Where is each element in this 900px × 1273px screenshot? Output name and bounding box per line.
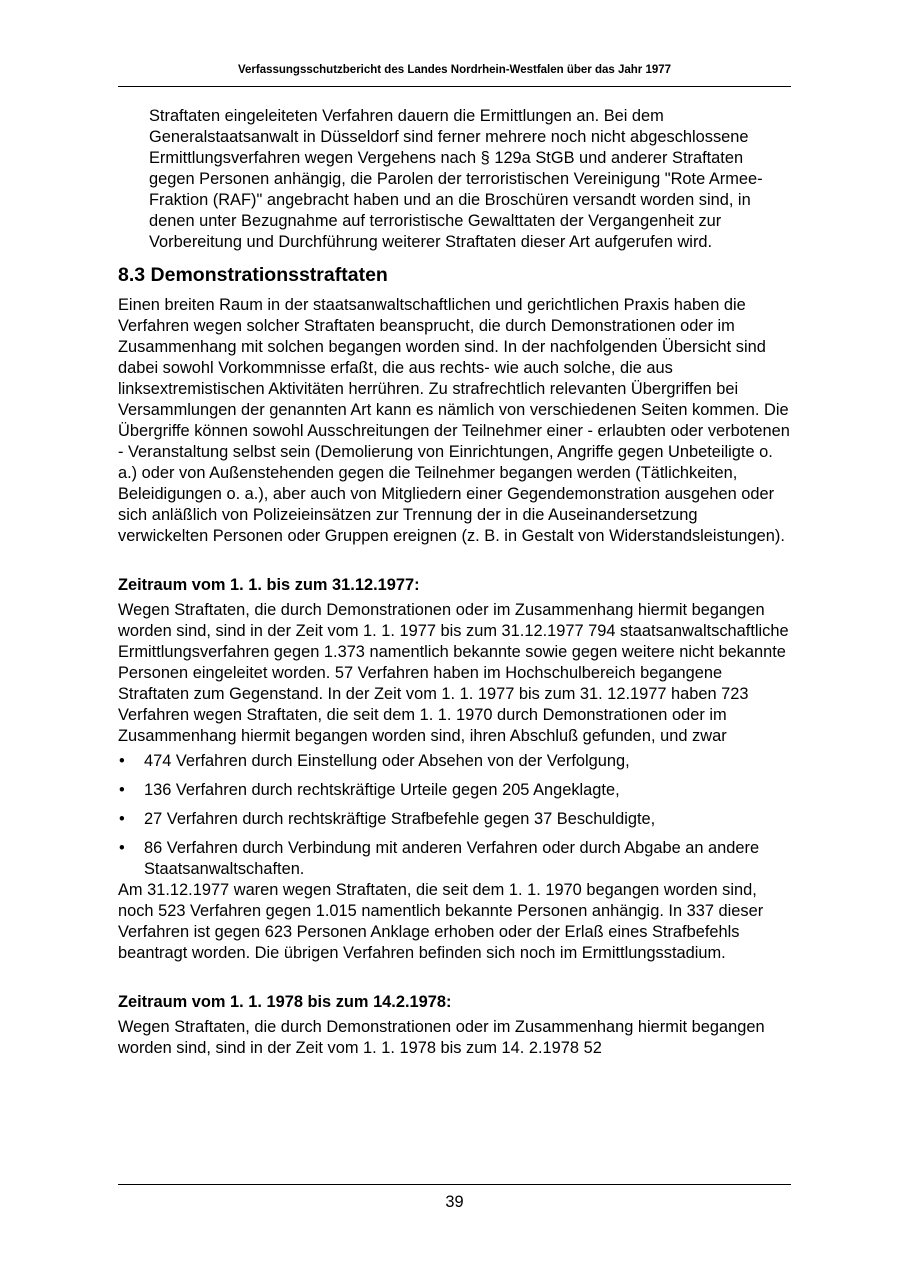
bullet-icon: • [119, 752, 125, 770]
list-item-text: 136 Verfahren durch rechtskräftige Urteile gegen 205 Angeklagte, [144, 781, 620, 799]
list-item-text: 27 Verfahren durch rechtskräftige Strafbefehle gegen 37 Beschuldigte, [144, 810, 656, 828]
bullet-icon: • [119, 839, 125, 857]
list-item [118, 751, 791, 772]
section-paragraph: Einen breiten Raum in der staatsanwaltschaftlichen und gerichtlichen Praxis haben die Verfahren wegen solcher Straftaten beansprucht, die durch Demonstrationen oder im Zusammenhang mit solchen begangen worden sind. In der nachfolgenden Übersicht sind dabei sowohl Vorkommnisse erfaßt, die aus rechts- wie auch solche, die aus linksextremistischen Aktivitäten herrühren. Zu strafrechtlich relevanten Übergriffen bei Versammlungen der genannten Art kann es nämlich von verschiedenen Seiten kommen. Die Übergriffe können sowohl Ausschreitungen der Teilnehmer einer - erlaubten oder verbotenen - Veranstaltung selbst sein (Demolierung von Einrichtungen, Angriffe gegen Unbeteiligte o. a.) oder von Außenstehenden gegen die Teilnehmer begangen werden (Tätlichkeiten, Beleidigungen o. a.), aber auch von Mitgliedern einer Gegendemonstration ausgehen oder sich anläßlich von Polizeieinsätzen zur Trennung der in die Auseinandersetzung verwickelten Personen oder Gruppen ereignen (z. B. in Gestalt von Widerstandsleistungen). [118, 296, 790, 545]
section-heading: 8.3 Demonstrationsstraftaten [118, 264, 388, 286]
bullet-icon: • [119, 810, 125, 828]
running-header: Verfassungsschutzbericht des Landes Nordrhein-Westfalen über das Jahr 1977 [237, 64, 672, 76]
period-1977-closing-paragraph: Am 31.12.1977 waren wegen Straftaten, die seit dem 1. 1. 1970 begangen worden sind, noch 523 Verfahren gegen 1.015 namentlich bekannte Personen anhängig. In 337 dieser Verfahren ist gegen 623 Personen Anklage erhoben oder der Erlaß eines Strafbefehls beantragt worden. Die übrigen Verfahren befinden sich noch im Ermittlungsstadium. [118, 881, 764, 962]
intro-paragraph: Straftaten eingeleiteten Verfahren dauern die Ermittlungen an. Bei dem Generalstaatsanwalt in Düsseldorf sind ferner mehrere noch nicht abgeschlossene Ermittlungsverfahren wegen Vergehens nach § 129a StGB und anderer Straftaten gegen Personen anhängig, die Parolen der terroristischen Vereinigung "Rote Armee-Fraktion (RAF)" angebracht haben und an die Broschüren versandt worden sind, in denen unter Bezugnahme auf terroristische Gewalttaten der Vergangenheit zur Vorbereitung und Durchführung weiterer Straftaten dieser Art aufgerufen wird. [149, 107, 763, 251]
list-item-text: 86 Verfahren durch Verbindung mit anderen Verfahren oder durch Abgabe an andere Staatsanwaltschaften. [144, 839, 760, 878]
footer-divider [118, 1184, 791, 1185]
list-item [118, 780, 791, 801]
list-item [118, 838, 791, 880]
period-1977-heading: Zeitraum vom 1. 1. bis zum 31.12.1977: [118, 576, 420, 594]
bullet-icon: • [119, 781, 125, 799]
list-item [118, 809, 791, 830]
period-1978-heading: Zeitraum vom 1. 1. 1978 bis zum 14.2.1978: [118, 993, 452, 1011]
period-1977-paragraph: Wegen Straftaten, die durch Demonstrationen oder im Zusammenhang hiermit begangen worden sind, sind in der Zeit vom 1. 1. 1977 bis zum 31.12.1977 794 staatsanwaltschaftliche Ermittlungsverfahren gegen 1.373 namentlich bekannte sowie gegen weitere nicht bekannte Personen eingeleitet worden. 57 Verfahren haben im Hochschulbereich begangene Straftaten zum Gegenstand. In der Zeit vom 1. 1. 1977 bis zum 31. 12.1977 haben 723 Verfahren wegen Straftaten, die seit dem 1. 1. 1970 durch Demonstrationen oder im Zusammenhang hiermit begangen worden sind, ihren Abschluß gefunden, und zwar [118, 601, 789, 745]
list-item-text: 474 Verfahren durch Einstellung oder Absehen von der Verfolgung, [144, 752, 630, 770]
page-number: 39 [445, 1193, 464, 1211]
header-divider [118, 86, 791, 87]
outcome-list [118, 751, 791, 880]
page-body [118, 106, 791, 1059]
period-1978-paragraph: Wegen Straftaten, die durch Demonstrationen oder im Zusammenhang hiermit begangen worden sind, sind in der Zeit vom 1. 1. 1978 bis zum 14. 2.1978 52 [118, 1018, 765, 1057]
